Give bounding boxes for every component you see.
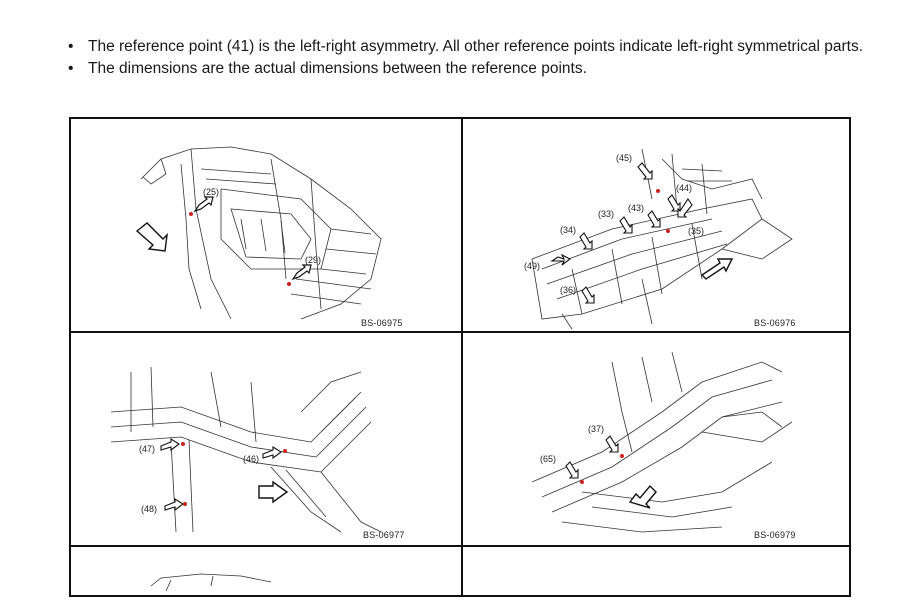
reference-arrow-icon <box>293 265 311 279</box>
direction-arrow-icon <box>630 486 656 508</box>
point-label: (35) <box>688 226 705 236</box>
bullet: • <box>68 38 74 55</box>
reference-arrow-icon <box>606 436 618 452</box>
point-label: (65) <box>540 454 557 464</box>
note-text: The dimensions are the actual dimensions between the reference points. <box>88 60 587 77</box>
roof-frame-drawing <box>71 332 461 545</box>
point-label: (47) <box>139 444 156 454</box>
point-label: (49) <box>524 261 541 271</box>
reference-arrow-icon <box>263 447 281 458</box>
figure-bs-06977 <box>71 332 461 545</box>
figure-code: BS-06979 <box>754 530 796 540</box>
reference-point-marker <box>283 449 287 453</box>
point-label: (45) <box>616 153 633 163</box>
note-text: The reference point (41) is the left-right asymmetry. All other reference points indicate left-right symmetrical parts. <box>88 38 864 55</box>
reference-arrow-icon <box>566 462 578 478</box>
point-label: (33) <box>598 209 615 219</box>
body-frame-drawing <box>71 119 461 331</box>
point-label: (29) <box>305 255 322 265</box>
partial-drawing <box>71 546 461 606</box>
point-label: (43) <box>628 203 645 213</box>
point-label: (34) <box>560 225 577 235</box>
point-label: (36) <box>560 285 577 295</box>
reference-arrow-icon <box>580 233 592 249</box>
reference-arrow-icon <box>552 255 570 265</box>
reference-point-marker <box>183 502 187 506</box>
point-label: (25) <box>203 187 220 197</box>
figure-bs-06975 <box>71 119 461 331</box>
figure-bs-06976 <box>462 119 852 331</box>
point-label: (48) <box>141 504 158 514</box>
note-item <box>66 58 866 80</box>
reference-point-marker <box>580 480 584 484</box>
rear-frame-drawing <box>462 332 852 545</box>
notes-list <box>66 36 866 80</box>
figure-code: BS-06977 <box>363 530 405 540</box>
reference-arrow-icon <box>195 197 213 211</box>
direction-arrow-icon <box>259 482 287 502</box>
reference-arrow-icon <box>582 287 594 303</box>
direction-arrow-icon <box>702 259 732 279</box>
reference-point-marker <box>666 229 670 233</box>
figure-bs-06979 <box>462 332 852 545</box>
figure-partial <box>71 546 461 606</box>
figure-code: BS-06975 <box>361 318 403 328</box>
reference-point-marker <box>181 442 185 446</box>
reference-point-marker <box>287 282 291 286</box>
reference-point-marker <box>656 189 660 193</box>
note-item <box>66 36 866 58</box>
point-label: (46) <box>243 454 260 464</box>
point-label: (44) <box>676 183 693 193</box>
reference-arrow-icon <box>161 439 179 450</box>
floor-frame-drawing <box>462 119 852 331</box>
figure-grid <box>69 117 851 597</box>
direction-arrow-icon <box>137 223 167 251</box>
figure-code: BS-06976 <box>754 318 796 328</box>
reference-point-marker <box>620 454 624 458</box>
bullet: • <box>68 60 74 77</box>
point-label: (37) <box>588 424 605 434</box>
reference-point-marker <box>189 212 193 216</box>
